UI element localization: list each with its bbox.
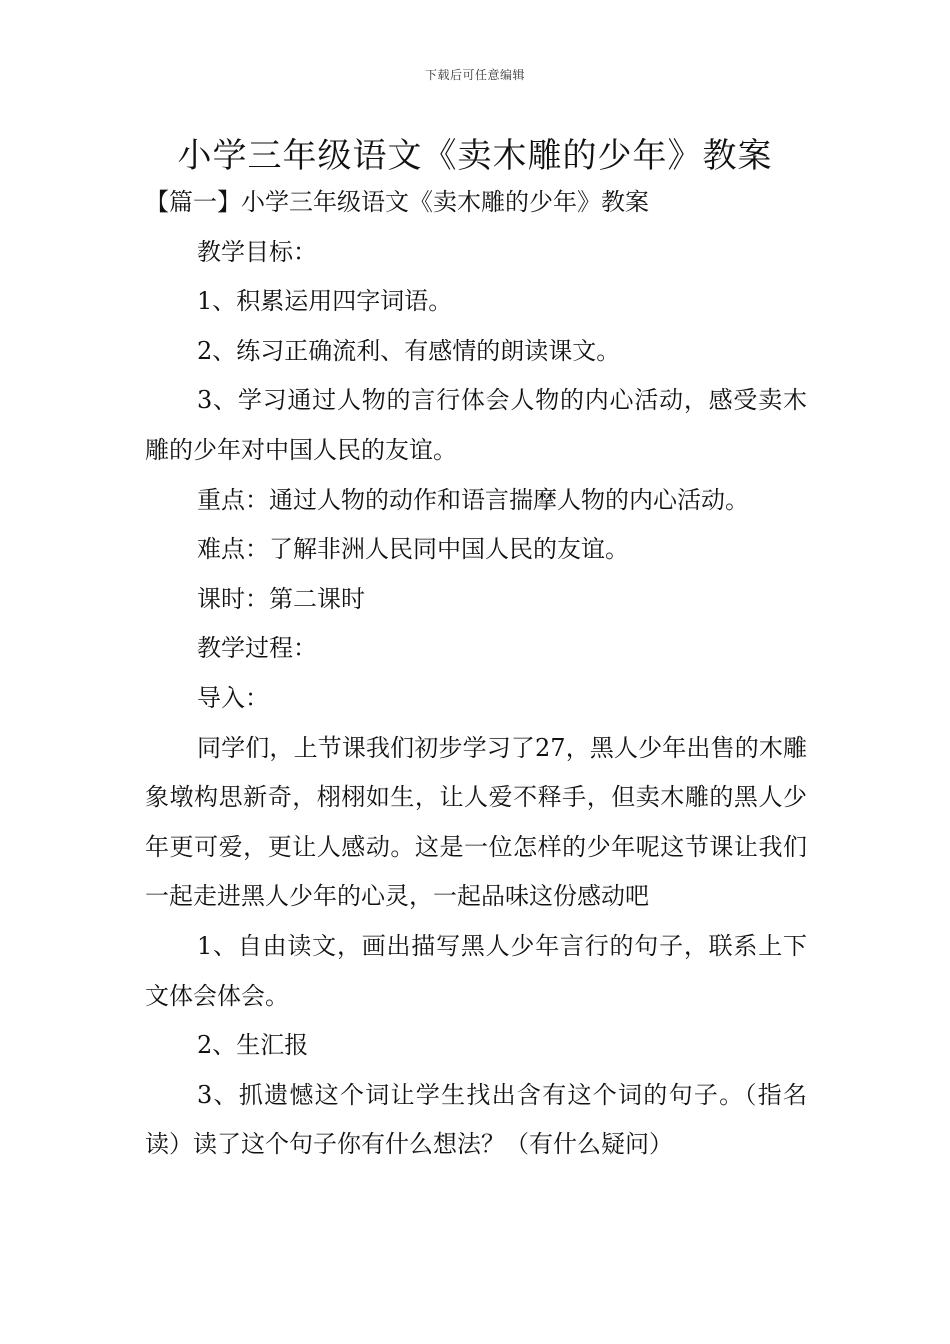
paragraph-process-heading: 教学过程： [197,634,317,663]
paragraph-step-2: 2、生汇报 [197,1031,309,1060]
paragraph-step-3: 3、抓遗憾这个词让学生找出含有这个词的句子。（指名读）读了这个句子你有什么想法？（有什么疑问） [145,1080,807,1159]
paragraph-objective-2: 2、练习正确流利、有感情的朗读课文。 [197,336,621,365]
paragraph-objective-1: 1、积累运用四字词语。 [197,287,453,316]
paragraph-intro-heading: 导入： [197,683,269,712]
paragraph-objectives-heading: 教学目标： [197,237,317,266]
document-title: 小学三年级语文《卖木雕的少年》教案 [177,136,773,176]
paragraph-step-1: 1、自由读文，画出描写黑人少年言行的句子，联系上下文体会体会。 [145,931,807,1010]
paragraph-difficulty: 难点：了解非洲人民同中国人民的友谊。 [197,535,629,564]
header-note: 下载后可任意编辑 [424,68,525,82]
paragraph-objective-3: 3、学习通过人物的言行体会人物的内心活动，感受卖木雕的少年对中国人民的友谊。 [145,386,807,464]
paragraph-intro-text: 同学们，上节课我们初步学习了27，黑人少年出售的木雕象墩构思新奇，栩栩如生，让人爱不释手，但卖木雕的黑人少年更可爱，更让人感动。这是一位怎样的少年呢这节课让我们一起走进黑人少年的心灵，一起品味这份感动吧 [145,733,807,911]
paragraph-key-point: 重点：通过人物的动作和语言揣摩人物的内心活动。 [197,485,749,514]
paragraph-class-period: 课时：第二课时 [197,584,365,613]
section-heading: 【篇一】小学三年级语文《卖木雕的少年》教案 [145,188,649,216]
document-body [145,178,807,1170]
